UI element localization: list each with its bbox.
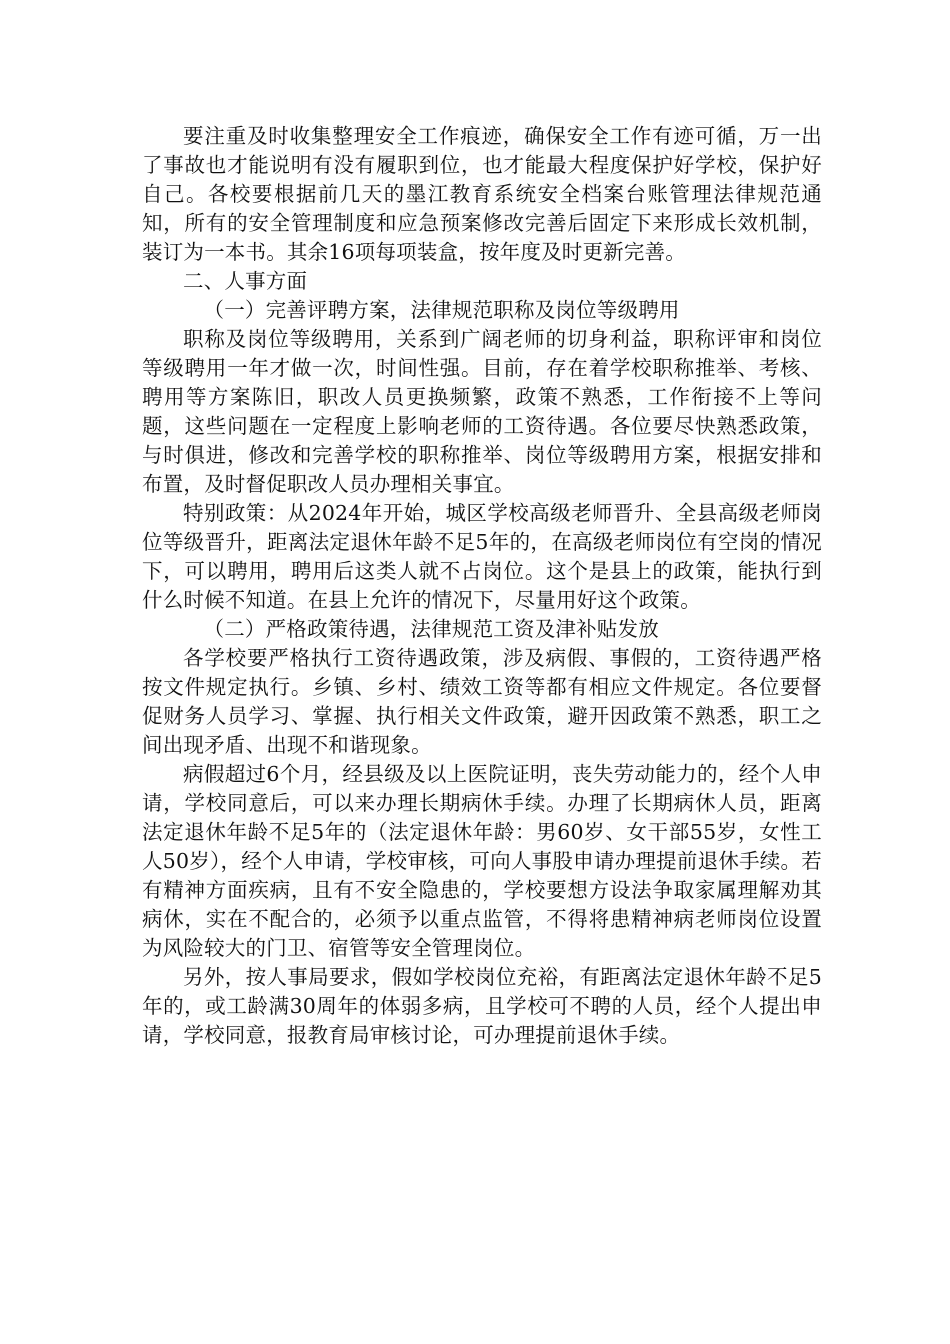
paragraph-title-evaluation: 职称及岗位等级聘用，关系到广阔老师的切身利益，职称评审和岗位等级聘用一年才做一次，时间性强。目前，存在着学校职称推举、考核、聘用等方案陈旧，职改人员更换频繁，政策不熟悉，工作衔接不上等问题，这些问题在一定程度上影响老师的工资待遇。各位要尽快熟悉政策，与时俱进，修改和完善学校的职称推举、岗位等级聘用方案，根据安排和布置，及时督促职改人员办理相关事宜。 [142, 327, 822, 496]
section-heading-personnel: 二、人事方面 [183, 269, 308, 293]
paragraph-salary-policy: 各学校要严格执行工资待遇政策，涉及病假、事假的，工资待遇严格按文件规定执行。乡镇、乡村、绩效工资等都有相应文件规定。各位要督促财务人员学习、掌握、执行相关文件政策，避开因政策不熟悉，职工之间出现矛盾、出现不和谐现象。 [142, 646, 822, 757]
paragraph-early-retirement: 另外，按人事局要求，假如学校岗位充裕，有距离法定退休年龄不足5年的，或工龄满30周年的体弱多病，且学校可不聘的人员，经个人提出申请，学校同意，报教育局审核讨论，可办理提前退休手续。 [142, 965, 822, 1047]
subsection-heading-title-evaluation: （一）完善评聘方案，法律规范职称及岗位等级聘用 [203, 298, 680, 322]
paragraph-special-policy: 特别政策：从2024年开始，城区学校高级老师晋升、全县高级老师岗位等级晋升，距离法定退休年龄不足5年的，在高级老师岗位有空岗的情况下，可以聘用，聘用后这类人就不占岗位。这个是县上的政策，能执行到什么时候不知道。在县上允许的情况下，尽量用好这个政策。 [142, 501, 822, 612]
document-page [142, 122, 822, 1050]
subsection-heading-salary: （二）严格政策待遇，法律规范工资及津补贴发放 [203, 617, 659, 641]
paragraph-sick-leave: 病假超过6个月，经县级及以上医院证明，丧失劳动能力的，经个人申请，学校同意后，可以来办理长期病休手续。办理了长期病休人员，距离法定退休年龄不足5年的（法定退休年龄：男60岁、女干部55岁，女性工人50岁），经个人申请，学校审核，可向人事股申请办理提前退休手续。若有精神方面疾病，且有不安全隐患的，学校要想方设法争取家属理解劝其病休，实在不配合的，必须予以重点监管，不得将患精神病老师岗位设置为风险较大的门卫、宿管等安全管理岗位。 [142, 762, 822, 960]
paragraph-safety-records: 要注重及时收集整理安全工作痕迹，确保安全工作有迹可循，万一出了事故也才能说明有没有履职到位，也才能最大程度保护好学校，保护好自己。各校要根据前几天的墨江教育系统安全档案台账管理法律规范通知，所有的安全管理制度和应急预案修改完善后固定下来形成长效机制，装订为一本书。其余16项每项装盒，按年度及时更新完善。 [142, 124, 822, 264]
